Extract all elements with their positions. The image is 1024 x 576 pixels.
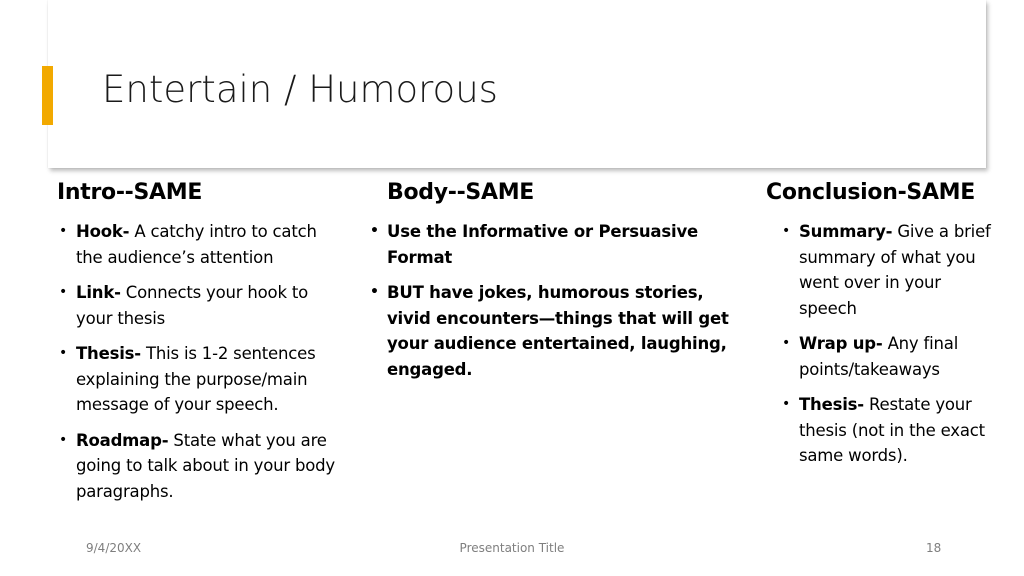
footer-presentation-title: Presentation Title xyxy=(459,541,565,555)
bullet-text: BUT have jokes, humorous stories, vivid encounters—things that will get your audience entertained, laughing, engaged. xyxy=(387,283,729,379)
bullet-text: Give a brief summary of what you went over in your speech xyxy=(799,222,991,318)
bullet-text: This is 1-2 sentences explaining the purpose/main message of your speech. xyxy=(76,344,316,414)
conclusion-bullet-wrap-up[interactable] xyxy=(780,331,1001,382)
bullet-label: Thesis- xyxy=(799,395,864,414)
bullet-icon: • xyxy=(782,335,791,351)
body-heading[interactable]: Body--SAME xyxy=(387,180,535,205)
bullet-icon: • xyxy=(59,431,68,448)
footer-date: 9/4/20XX xyxy=(86,541,142,555)
bullet-icon: • xyxy=(782,223,791,239)
intro-bullet-list xyxy=(57,219,347,504)
bullet-label: Summary- xyxy=(799,222,893,241)
bullet-text: Connects your hook to your thesis xyxy=(76,283,309,328)
slide-title[interactable]: Entertain / Humorous xyxy=(102,68,498,111)
intro-bullet-hook[interactable] xyxy=(57,219,347,270)
bullet-label: Wrap up- xyxy=(799,334,883,353)
conclusion-column xyxy=(766,180,1001,479)
bullet-text: Use the Informative or Persuasive Format xyxy=(387,222,698,267)
conclusion-bullet-list xyxy=(780,219,1001,469)
conclusion-bullet-thesis[interactable] xyxy=(780,392,1001,469)
body-bullet-list xyxy=(368,219,738,382)
bullet-text: State what you are going to talk about in your body paragraphs. xyxy=(76,430,335,501)
bullet-icon: • xyxy=(59,284,68,300)
body-bullet-jokes[interactable] xyxy=(368,280,738,382)
body-bullet-format[interactable] xyxy=(368,219,738,270)
intro-bullet-roadmap[interactable] xyxy=(57,428,347,505)
title-accent-bar xyxy=(42,66,53,125)
bullet-icon: • xyxy=(370,284,379,300)
conclusion-heading[interactable]: Conclusion-SAME xyxy=(766,180,976,205)
bullet-label: Roadmap- xyxy=(76,430,169,450)
intro-bullet-link[interactable] xyxy=(57,280,347,331)
body-column xyxy=(368,180,738,392)
bullet-icon: • xyxy=(59,223,68,239)
bullet-label: Thesis- xyxy=(76,344,141,363)
bullet-text: A catchy intro to catch the audience’s attention xyxy=(76,222,317,267)
bullet-text: Any final points/takeaways xyxy=(799,334,959,379)
footer-page-number: 18 xyxy=(926,541,942,555)
bullet-label: Link- xyxy=(76,283,121,302)
bullet-icon: • xyxy=(370,223,379,239)
intro-bullet-thesis[interactable] xyxy=(57,341,347,418)
intro-heading[interactable]: Intro--SAME xyxy=(57,180,203,205)
bullet-text: Restate your thesis (not in the exact same words). xyxy=(799,395,985,465)
bullet-icon: • xyxy=(59,345,68,361)
conclusion-bullet-summary[interactable] xyxy=(780,219,1001,321)
intro-column xyxy=(57,180,347,514)
bullet-icon: • xyxy=(782,396,791,412)
bullet-label: Hook- xyxy=(76,222,130,241)
